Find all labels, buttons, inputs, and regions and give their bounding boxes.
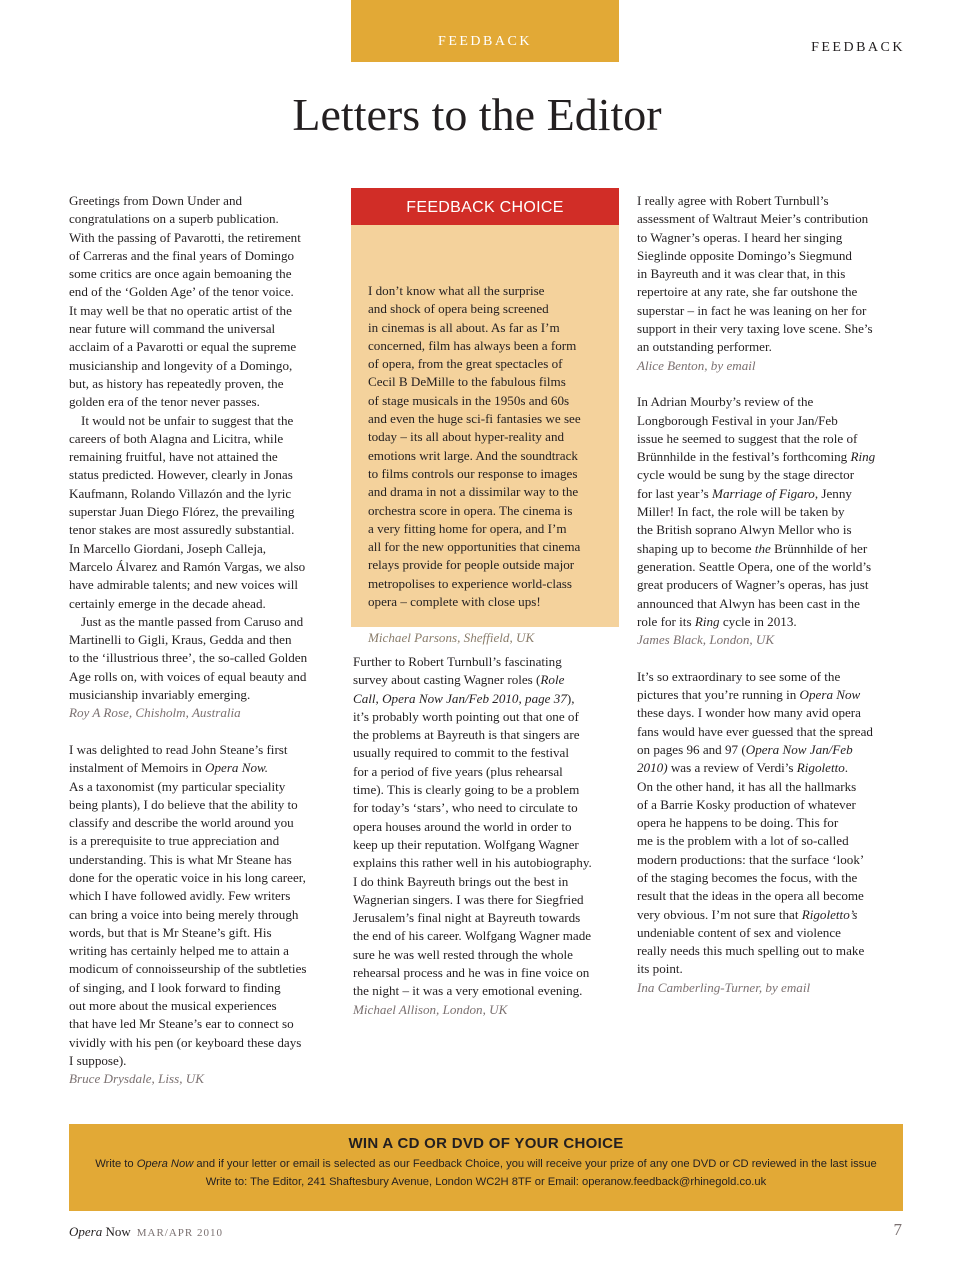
- footer-issue: MAR/APR 2010: [136, 1227, 224, 1239]
- text-line: time). This is clearly going to be a problem: [353, 782, 580, 798]
- text-line: for last year’s Marriage of Figaro, Jenny: [637, 485, 852, 501]
- letter-signature: Michael Allison, London, UK: [353, 1001, 508, 1017]
- text-line: With the passing of Pavarotti, the retirement: [69, 229, 301, 245]
- text-line: support in their very taxing love scene. She’s: [637, 321, 873, 337]
- text-line: writing has certainly helped me to attain a: [69, 943, 289, 959]
- feedback-choice-heading: FEEDBACK CHOICE: [351, 188, 619, 225]
- column-middle-letter: [353, 653, 623, 1019]
- text-line: really needs this much spelling out to make: [637, 943, 865, 959]
- text-line: metropolises to experience world-class: [368, 575, 572, 591]
- text-line: superstar Juan Diego Flórez, the prevailing: [69, 504, 295, 520]
- text-line: I do think Bayreuth brings out the best in: [353, 873, 569, 889]
- letter-longborough: [637, 393, 905, 649]
- text-line: tenor stakes are most assuredly substantial.: [69, 522, 295, 538]
- text-line: some critics are once again bemoaning the: [69, 266, 292, 282]
- text-line: of stage musicals in the 1950s and 60s: [368, 392, 570, 408]
- text-line: generation. Seattle Opera, one of the world’s: [637, 558, 872, 574]
- banner-line: Write to Opera Now and if your letter or email is selected as our Feedback Choice, you will receive your prize of any one DVD or CD reviewed in the last issue: [95, 1158, 877, 1170]
- text-line: keep up their reputation. Wolfgang Wagner: [353, 836, 579, 852]
- text-line: the problems at Bayreuth is that singers are: [353, 727, 580, 743]
- text-line: its point.: [637, 961, 683, 977]
- text-line: Wagnerian singers. I was there for Siegfried: [353, 891, 584, 907]
- page-title: Letters to the Editor: [292, 89, 662, 140]
- banner-contact: Write to: The Editor, 241 Shaftesbury Avenue, London WC2H 8TF or Email: operanow.feedback@rhinegold.co.uk: [205, 1176, 767, 1188]
- text-line: to films controls our response to images: [368, 465, 578, 481]
- text-line: of a Barrie Kosky production of whatever: [637, 796, 856, 812]
- text-line: and even the huge sci-fi fantasies we see: [368, 411, 581, 427]
- text-line: today – its all about hyper-reality and: [368, 429, 565, 445]
- text-line: In Adrian Mourby’s review of the: [637, 394, 814, 410]
- letter-signature: Roy A Rose, Chisholm, Australia: [69, 705, 241, 721]
- text-line: of the staging becomes the focus, with the: [637, 869, 858, 885]
- text-line: pictures that you’re running in Opera Now: [637, 687, 861, 703]
- text-line: opera – complete with close ups!: [368, 594, 541, 610]
- text-line: these days. I wonder how many avid opera: [637, 705, 861, 721]
- text-line: for today’s ‘stars’, who need to circulate to: [353, 800, 578, 816]
- text-line: Cecil B DeMille to the fabulous films: [368, 374, 566, 390]
- text-line: of singing, and I look forward to finding: [69, 979, 281, 995]
- text-line: It would not be unfair to suggest that the: [81, 412, 294, 428]
- text-line: to the ‘illustrious three’, the so-called Golden: [69, 650, 308, 666]
- text-line: fans would have ever guessed that the spread: [637, 723, 873, 739]
- text-line: emotions writ large. And the soundtrack: [368, 447, 578, 463]
- text-line: but, as history has repeatedly proven, the: [69, 375, 284, 391]
- text-line: result that the ideas in the opera all become: [637, 888, 864, 904]
- text-line: Call, Opera Now Jan/Feb 2010, page 37),: [353, 690, 575, 706]
- footer: [69, 1224, 223, 1240]
- column-right: [637, 192, 905, 997]
- text-line: very obvious. I’m not sure that Rigoletto’s: [637, 906, 858, 922]
- text-line: end of the ‘Golden Age’ of the tenor voice.: [69, 284, 294, 300]
- letter-signature: Michael Parsons, Sheffield, UK: [368, 630, 535, 646]
- text-line: relays provide for people outside major: [368, 557, 575, 573]
- letter-rigoletto: [637, 668, 905, 997]
- footer-brand: Opera: [69, 1224, 103, 1239]
- text-line: It may well be that no operatic artist of the: [69, 302, 292, 318]
- text-line: all for the new opportunities that cinema: [368, 539, 581, 555]
- section-tab-label: FEEDBACK: [438, 34, 532, 49]
- text-line: which I have followed avidly. Few writers: [69, 888, 291, 904]
- text-line: it’s probably worth pointing out that one of: [353, 708, 579, 724]
- text-line: remaining fruitful, have not attained the: [69, 449, 278, 465]
- letter-meier: [637, 192, 905, 375]
- text-line: the night – it was a very emotional evening.: [353, 983, 583, 999]
- text-line: It’s so extraordinary to see some of the: [637, 668, 841, 684]
- text-line: explains this rather well in his autobiography.: [353, 855, 592, 871]
- text-line: Sieglinde opposite Domingo’s Siegmund: [637, 247, 852, 263]
- text-line: I really agree with Robert Turnbull’s: [637, 193, 829, 208]
- text-line: careers of both Alagna and Licitra, while: [69, 430, 284, 446]
- text-line: 2010) was a review of Verdi’s Rigoletto.: [637, 760, 849, 776]
- text-line: have admirable talents; and new voices will: [69, 577, 299, 593]
- text-line: modern productions: that the surface ‘look’: [637, 851, 865, 867]
- text-line: great producers of Wagner’s operas, has just: [637, 577, 869, 593]
- text-line: undeniable content of sex and violence: [637, 924, 841, 940]
- feedback-choice-letter: [351, 225, 619, 648]
- banner-heading: WIN A CD OR DVD OF YOUR CHOICE: [348, 1135, 624, 1152]
- text-line: Martinelli to Gigli, Kraus, Gedda and then: [69, 632, 292, 648]
- text-line: can bring a voice into being merely through: [69, 906, 299, 922]
- text-line: orchestra score in opera. The cinema is: [368, 502, 573, 518]
- text-line: On the other hand, it has all the hallmarks: [637, 778, 857, 794]
- text-line: sure he was well rested through the whole: [353, 946, 573, 962]
- section-tab: [351, 0, 619, 62]
- text-line: musicianship invariably emerging.: [69, 687, 251, 703]
- text-line: assessment of Waltraut Meier’s contribution: [637, 211, 869, 227]
- text-line: the British soprano Alwyn Mellor who is: [637, 522, 852, 538]
- feedback-choice-box: [351, 188, 619, 646]
- text-line: of opera, from the great spectacles of: [368, 356, 563, 372]
- text-line: golden era of the tenor never passes.: [69, 394, 260, 410]
- text-line: I suppose).: [69, 1052, 127, 1068]
- text-line: In Marcello Giordani, Joseph Calleja,: [69, 540, 267, 556]
- text-line: rehearsal process and he was in fine voice on: [353, 965, 590, 981]
- text-line: superstar – in fact he was leaning on her for: [637, 302, 867, 318]
- text-line: status predicted. However, clearly in Jonas: [69, 467, 293, 483]
- letter-pavarotti: [69, 192, 337, 723]
- letter-signature: Bruce Drysdale, Liss, UK: [69, 1071, 204, 1087]
- text-line: near future will command the universal: [69, 321, 276, 337]
- text-line: issue he seemed to suggest that the role of: [637, 430, 858, 446]
- text-line: concerned, film has always been a form: [368, 337, 577, 353]
- text-line: done for the operatic voice in his long career,: [69, 869, 306, 885]
- text-line: understanding. This is what Mr Steane has: [69, 851, 292, 867]
- text-line: for a period of five years (plus rehearsal: [353, 763, 563, 779]
- text-line: being plants), I do believe that the ability to: [69, 796, 298, 812]
- footer-brand-rest: Now: [102, 1224, 131, 1239]
- letter-signature: Alice Benton, by email: [637, 357, 756, 373]
- text-line: survey about casting Wagner roles (Role: [353, 672, 565, 688]
- text-line: Just as the mantle passed from Caruso and: [81, 613, 304, 629]
- text-line: role for its Ring cycle in 2013.: [637, 613, 797, 629]
- text-line: classify and describe the world around you: [69, 815, 294, 831]
- text-line: instalment of Memoirs in Opera Now.: [69, 760, 269, 776]
- page-number: 7: [893, 1220, 902, 1239]
- text-line: and drama in not a dissimilar way to the: [368, 484, 579, 500]
- text-line: a very fitting home for opera, and I’m: [368, 520, 567, 536]
- text-line: Marcelo Álvarez and Ramón Vargas, we also: [69, 558, 306, 574]
- text-line: that have led Mr Steane’s ear to connect so: [69, 1016, 294, 1032]
- competition-banner: [69, 1124, 903, 1211]
- text-line: I don’t know what all the surprise: [368, 283, 545, 298]
- text-line: is a prerequisite to true appreciation and: [69, 833, 280, 849]
- text-line: Longborough Festival in your Jan/Feb: [637, 412, 838, 428]
- letter-steane: [69, 741, 337, 1089]
- text-line: certainly emerge in the decade ahead.: [69, 595, 266, 611]
- section-label: FEEDBACK: [811, 40, 905, 55]
- text-line: in Bayreuth and it was clear that, in this: [637, 266, 846, 282]
- text-line: an outstanding performer.: [637, 339, 772, 355]
- text-line: Miller! In fact, the role will be taken by: [637, 504, 845, 520]
- text-line: Brünnhilde in the festival’s forthcoming Ring: [637, 449, 876, 465]
- text-line: musicianship and longevity of a Domingo,: [69, 357, 293, 373]
- text-line: words, but that is Mr Steane’s gift. His: [69, 924, 272, 940]
- text-line: shaping up to become the Brünnhilde of her: [637, 540, 868, 556]
- text-line: and shock of opera being screened: [368, 301, 549, 317]
- text-line: modicum of connoisseurship of the subtleties: [69, 961, 307, 977]
- text-line: opera houses around the world in order to: [353, 818, 572, 834]
- text-line: As a taxonomist (my particular speciality: [69, 778, 286, 794]
- text-line: cycle would be sung by the stage director: [637, 467, 855, 483]
- text-line: to Wagner’s operas. I heard her singing: [637, 229, 843, 245]
- text-line: Kaufmann, Rolando Villazón and the lyric: [69, 485, 292, 501]
- text-line: Age rolls on, with voices of equal beauty and: [69, 668, 307, 684]
- letter-signature: Ina Camberling-Turner, by email: [637, 979, 811, 995]
- text-line: on pages 96 and 97 (Opera Now Jan/Feb: [637, 741, 853, 757]
- text-line: acclaim of a Pavarotti or equal the supreme: [69, 339, 297, 355]
- text-line: Greetings from Down Under and: [69, 193, 243, 208]
- column-left: [69, 192, 337, 1089]
- text-line: Jerusalem’s final night at Bayreuth towards: [353, 910, 581, 926]
- text-line: Further to Robert Turnbull’s fascinating: [353, 654, 562, 669]
- text-line: congratulations on a superb publication.: [69, 211, 279, 227]
- text-line: vividly with his pen (or keyboard these days: [69, 1034, 302, 1050]
- text-line: me is the problem with a lot of so-called: [637, 833, 849, 849]
- text-line: out more about the musical experiences: [69, 998, 277, 1014]
- text-line: usually required to commit to the festival: [353, 745, 569, 761]
- text-line: repertoire at any rate, she far outshone the: [637, 284, 858, 300]
- text-line: I was delighted to read John Steane’s first: [69, 741, 288, 757]
- text-line: in cinemas is all about. As far as I’m: [368, 319, 560, 335]
- text-line: opera he happens to be doing. This for: [637, 815, 839, 831]
- letter-signature: James Black, London, UK: [637, 632, 775, 648]
- text-line: announced that Alwyn has been cast in the: [637, 595, 860, 611]
- text-line: the end of his career. Wolfgang Wagner made: [353, 928, 592, 944]
- text-line: of Carreras and the final years of Domingo: [69, 247, 295, 263]
